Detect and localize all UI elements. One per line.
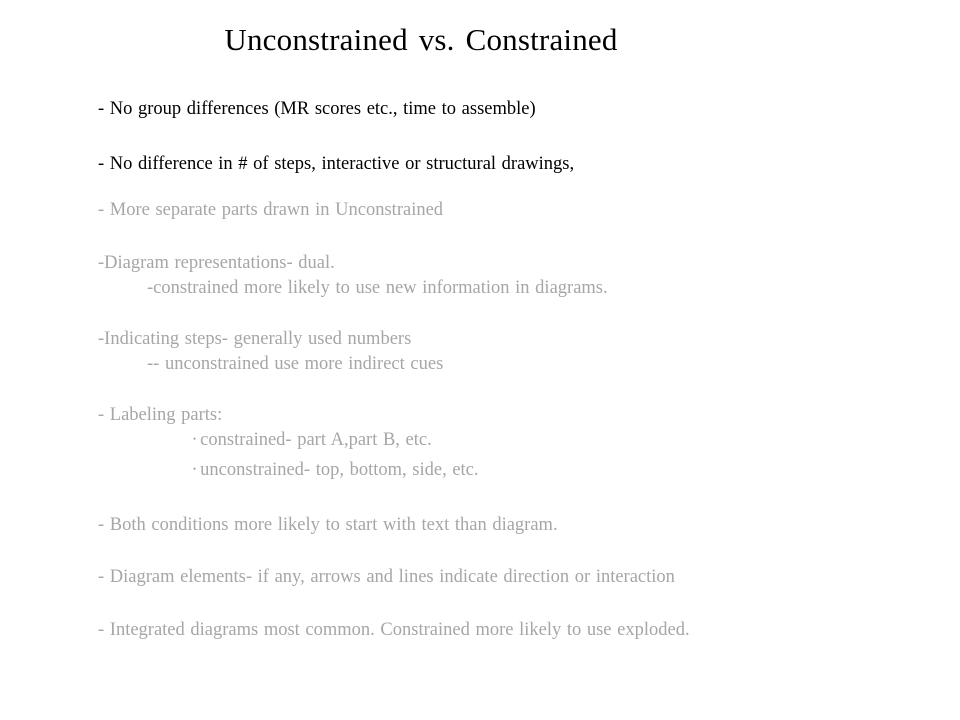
point-start-with-text: - Both conditions more likely to start with text than diagram. (98, 515, 558, 535)
subpoint-constrained-labels (193, 429, 432, 453)
slide-title: Unconstrained vs. Constrained (224, 22, 618, 57)
subpoint-text: constrained- part A,part B, etc. (200, 430, 432, 450)
point-diagram-representations: -Diagram representations- dual. (98, 253, 335, 273)
point-diagram-elements: - Diagram elements- if any, arrows and lines indicate direction or interaction (98, 567, 675, 587)
bullet-icon: • (193, 434, 197, 444)
point-no-group-differences: - No group differences (MR scores etc., time to assemble) (98, 99, 536, 119)
point-separate-parts: - More separate parts drawn in Unconstrained (98, 200, 444, 220)
point-labeling-parts: - Labeling parts: (98, 405, 223, 425)
point-no-difference-steps: - No difference in # of steps, interactive or structural drawings, (98, 154, 575, 174)
bullet-icon: • (193, 464, 197, 474)
subpoint-text: unconstrained- top, bottom, side, etc. (200, 460, 479, 480)
subpoint-indirect-cues: -- unconstrained use more indirect cues (147, 354, 444, 374)
point-integrated-diagrams: - Integrated diagrams most common. Constrained more likely to use exploded. (98, 620, 690, 640)
point-indicating-steps: -Indicating steps- generally used numbers (98, 329, 412, 349)
subpoint-constrained-new-info: -constrained more likely to use new information in diagrams. (147, 278, 608, 298)
subpoint-unconstrained-labels (193, 459, 479, 483)
